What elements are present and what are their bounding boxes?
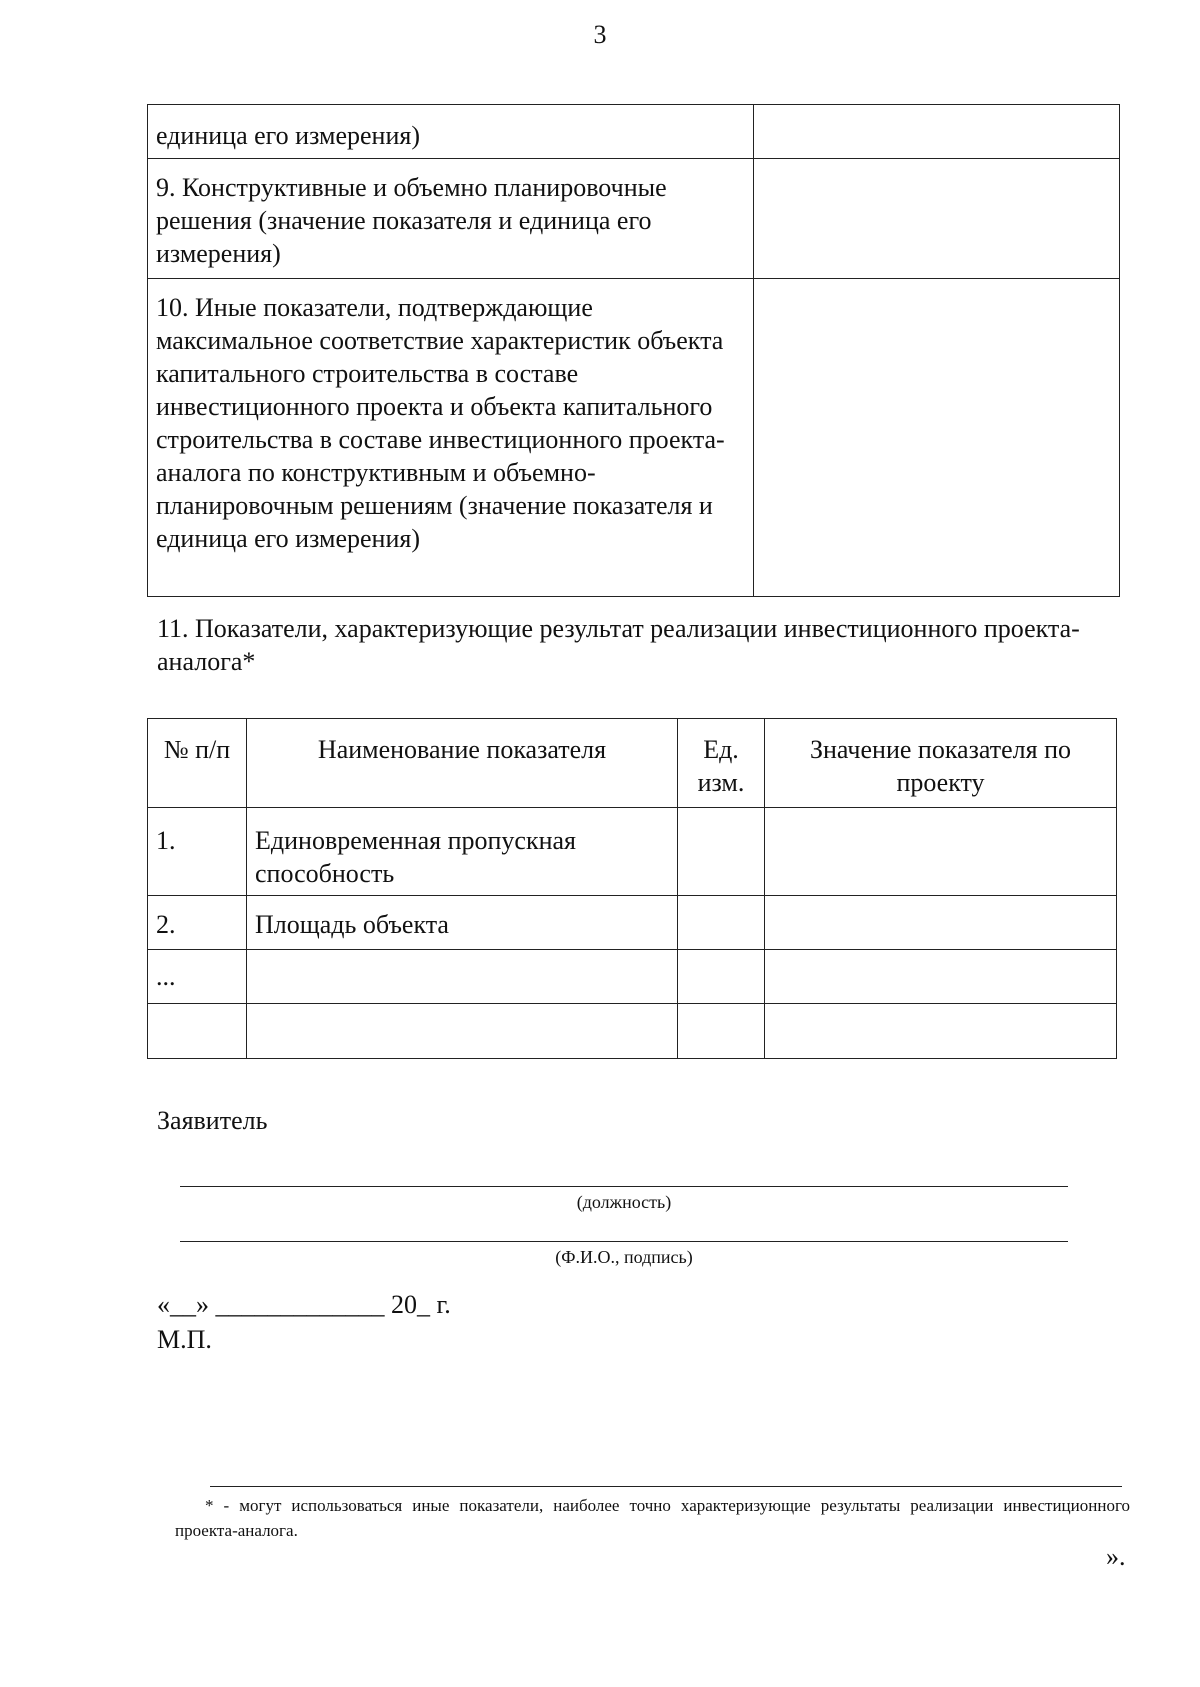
row-unit (678, 896, 765, 950)
header-value: Значение показателя по проекту (765, 719, 1117, 808)
row-unit (678, 1004, 765, 1059)
characteristic-value (754, 279, 1120, 597)
characteristic-value (754, 105, 1120, 159)
characteristic-label: 10. Иные показатели, подтверждающие максимальное соответствие характеристик объекта капитального строительства в составе инвестиционного проекта и объекта капитального строительства в составе инвестиционного проекта-аналога по конструктивным и объемно-планировочным решениям (значение показателя и единица его измерения) (148, 279, 754, 597)
row-name (247, 1004, 678, 1059)
position-caption: (должность) (576, 1192, 672, 1212)
stamp-label: М.П. (157, 1325, 212, 1354)
row-value (765, 896, 1117, 950)
row-value (765, 1004, 1117, 1059)
table-row (148, 159, 1120, 279)
characteristics-table (147, 104, 1120, 597)
applicant-label: Заявитель (157, 1106, 268, 1135)
row-unit (678, 950, 765, 1004)
characteristic-label: единица его измерения) (148, 105, 754, 159)
header-number: № п/п (148, 719, 247, 808)
footnote-text: * - могут использоваться иные показатели, наиболее точно характеризующие результаты реализации инвестиционного проекта-аналога. (175, 1496, 1130, 1540)
row-unit (678, 808, 765, 896)
date-field: «__» _____________ 20_ г. (157, 1290, 451, 1319)
name-caption: (Ф.И.О., подпись) (555, 1247, 693, 1267)
footnote-divider (210, 1486, 1122, 1487)
row-number: 2. (148, 896, 247, 950)
row-number: ... (148, 950, 247, 1004)
table-row (148, 808, 1117, 896)
table-row (148, 105, 1120, 159)
position-signature-line (180, 1186, 1068, 1187)
row-name (247, 950, 678, 1004)
row-number: 1. (148, 808, 247, 896)
header-unit: Ед. изм. (678, 719, 765, 808)
row-name: Единовременная пропускная способность (247, 808, 678, 896)
row-number (148, 1004, 247, 1059)
row-value (765, 808, 1117, 896)
table-row (148, 279, 1120, 597)
indicators-table (147, 718, 1117, 1059)
page-number: 3 (593, 20, 607, 49)
table-header-row (148, 719, 1117, 808)
name-signature-line (180, 1241, 1068, 1242)
row-name: Площадь объекта (247, 896, 678, 950)
header-name: Наименование показателя (247, 719, 678, 808)
characteristic-label: 9. Конструктивные и объемно планировочные решения (значение показателя и единица его измерения) (148, 159, 754, 279)
row-value (765, 950, 1117, 1004)
characteristic-value (754, 159, 1120, 279)
closing-quote: ». (1106, 1542, 1126, 1571)
table-row (148, 1004, 1117, 1059)
table-row (148, 950, 1117, 1004)
section-11-title: 11. Показатели, характеризующие результат реализации инвестиционного проекта-аналога* (157, 614, 1080, 676)
table-row (148, 896, 1117, 950)
